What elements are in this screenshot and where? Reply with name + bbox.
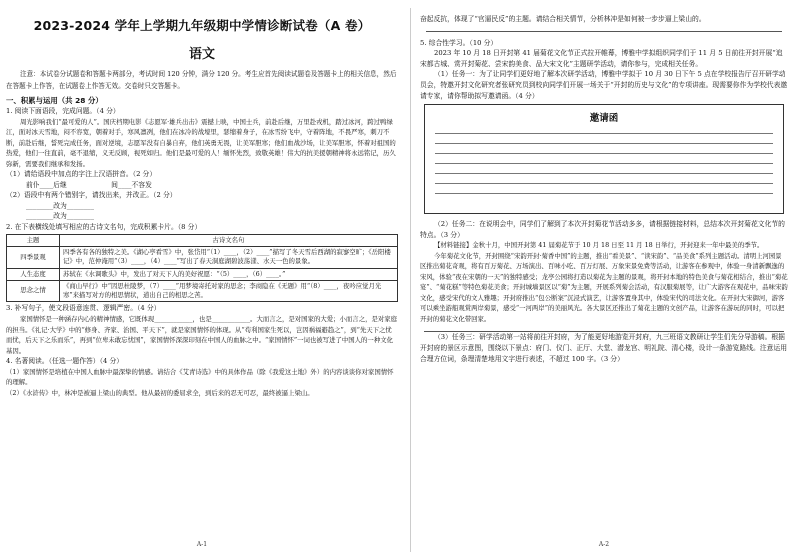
invitation-title: 邀请函 <box>589 113 619 125</box>
table-row <box>7 268 398 280</box>
question-3: 3. 补写句子，使文段语意连贯、逻辑严密。（4 分） <box>6 304 161 313</box>
pinyin-blank-a: 前仆____后继 <box>26 180 67 189</box>
exam-title: 2023-2024 学年上学期九年级期中学情诊断试卷（A 卷） <box>33 18 371 33</box>
exam-notice: 注意：本试卷分试题卷和答题卡两部分，考试时间 120 分钟，满分 120 分。考生应首先阅读试题卷及答题卡上的相关信息，然后在答题卡上作答，在试题卷上作答无效。交卷时只交答题卡。 <box>6 70 397 90</box>
material-body: 今年菊花文化节，开封围绕“宋韵开封·菊香中国”的主题，推出“看美景”、“读宋韵”、“品美食”系列主题活动。清明上河园景区推出菊花奇观，将有百万菊花、万场演出、百味小吃、百万灯展、万象宋景免费等活动，让游客在参观中，体验一身清新飘逸的宋风，体验“夜在宋朝的一天”的独特感受；龙亭公园将打造以菊花为主题的景观，将开封本地的特色美食与菊花相结合，推出“菊花宴”、“菊花糕”等特色菊花美食；开封城墙景区以“菊”为主题，开展系列菊会活动，有汉服菊展等，让广大游客在观花中，品味宋韵文化，感受宋代的文人雅趣；开封府推出“包公断案”沉浸式演艺，让游客置身其中，体验宋代的司法文化。在开封大宋御河，游客可以乘坐游船观赏两岸菊景，感受“一河两岸”的美丽风光。各大景区还推出了菊花主题的文创产品，让游客在游玩的同时，可以把开封的菊花文化带回家。 <box>420 251 788 323</box>
table-row <box>7 280 398 302</box>
table-header-row <box>7 234 398 246</box>
table-header-theme: 主题 <box>7 234 60 246</box>
answer-line <box>435 133 773 134</box>
table-cell-quote: 《商山早行》中“因思杜陵梦，（7）____”用梦境寄托对家的思念；李商隐在《无题》用“（8）____，夜吟应觉月光寒”来描写对方的相思情状，道出自己的相思之苦。 <box>60 280 398 302</box>
table-cell-theme: 人生态度 <box>7 268 60 280</box>
left-column <box>6 0 398 560</box>
answer-line <box>435 163 773 164</box>
task-3: （3）任务三：研学活动第一站将前往开封府，为了能更好地游览开封府，九三班语文教研让学生们先分导游稿。根据开封府的景区示意图，围绕以下景点：府门、仪门、正厅、大堂、潜龙宫、明礼院、清心楼，设计一条游览路线。注意运用合理方位词，条理清楚地用文字进行表述，不超过 100 字。（3 分） <box>420 333 788 363</box>
section-heading-1: 一、积累与运用（共 28 分） <box>6 96 103 105</box>
poetry-table <box>6 234 398 303</box>
continued-question-text: 奋起反抗，体现了“官逼民反”的主题。请结合相关情节，分析林冲是如何被一步步逼上梁山的。 <box>420 15 706 23</box>
material-link: 【材料链接】金秋十月，中国开封第 41 届菊花节于 10 月 18 日至 11 月 18 日举行，开封迎来一年中最美的季节。 <box>434 241 764 250</box>
question-1-2: （2）语段中有两个错别字，请找出来，并改正。（2 分） <box>6 191 177 200</box>
answer-line <box>435 143 773 144</box>
column-divider <box>410 8 411 552</box>
task-1: （1）任务一：为了让同学们更好地了解本次研学活动，博雅中学拟于 10 月 30 日下午 5 点在学校报告厅召开研学动员会，特邀开封文化研究者张研究员到校向同学们开展一场关于“开封的历史与文化”的专项讲座。现需要你作为学校代表邀请专家，请你帮助拟写邀请函。（4 分） <box>420 70 788 100</box>
question-4-2: （2）《水浒传》中，林冲是被逼上梁山的典型。他从最初的委屈求全，到后来的忍无可忍，最终被逼上梁山。 <box>6 388 314 397</box>
table-cell-quote: 苏轼在《水调歌头》中，发出了对天下人的美好祝愿：“（5）____，（6）____。” <box>60 268 398 280</box>
table-header-quotes: 古诗文名句 <box>60 234 398 246</box>
page-footer-right: A-2 <box>598 541 610 548</box>
answer-line <box>435 173 773 174</box>
pinyin-blanks <box>6 180 398 191</box>
page-footer-left: A-1 <box>196 541 208 548</box>
correction-blank-a: ________改为________ <box>26 201 94 210</box>
table-cell-quote: 四季各有各的独特之美。《湖心亭看雪》中，张岱用“（1）____，（2）____”描写了冬天雪后西湖的寂寥空旷；《岳阳楼记》中，范仲淹用“（3）____，（4）____”写出了春天洞庭湖碧波荡漾、水天一色的景象。 <box>60 246 398 268</box>
right-column <box>420 0 788 560</box>
question-4: 4. 名著阅读。（任选一题作答）（4 分） <box>6 357 124 366</box>
task-2: （2）任务二：在说明会中，同学们了解到了本次开封菊花节活动多多，请根据链接材料，总结本次开封菊花文化节的特点。（3 分） <box>420 220 785 239</box>
table-cell-theme: 四季景观 <box>7 246 60 268</box>
question-2: 2. 在下表横线处填写相应的古诗文名句，完成积累卡片。（8 分） <box>6 223 202 232</box>
answer-line <box>426 31 782 32</box>
table-cell-theme: 思念之情 <box>7 280 60 302</box>
question-3-text: 家国情怀是一种涵存内心的精神情感，它既体现____________，也是____________。大而言之，是对国家的大爱；小而言之，是对家庭的担当。《礼记·大学》中的“修身、齐家、治国、平天下”，就是家国情怀的体现。从“苟利国家生死以，岂因祸福避趋之”，到“先天下之忧而忧，后天下之乐而乐”，再到“位卑未敢忘忧国”，家国情怀深深印刻在中国人的血脉之中。“家国情怀”一词也被写进了中国人的一种文化基因。 <box>6 315 398 355</box>
passage-text: 周光影响我们“最可爱的人”。国庆档期电影《志愿军·雄兵出击》震撼上映，中国士兵，前赴后继，万里赴戎机，踏过冰河，跨过鸭绿江，面对冰天雪地，闷不容宽，朝着对手，寒风凛冽，他们在冰冷的战壕里，瑟缩着身子，在冰雪纷飞中，守着阵地，不畏严寒，刺刀不断，前赴后继，誓死完成任务，面对逆境，志愿军没有自暴自弃，他们英勇无畏，让美军胆寒；他们血战沙场，让美军胆寒，怀着对祖国的热爱，他们一往直前，毫不退缩，义无反顾，视死如归。他们是最可爱的人！缅怀先烈，致敬英雄！伟大的抗美援朝精神将永远铭记，历久弥新，需要我们继承和发扬。 <box>6 117 396 168</box>
answer-line <box>435 183 773 184</box>
answer-line <box>435 153 773 154</box>
question-4-1: （1）家国情怀是培植在中国人血脉中最深挚的情感。请结合《艾青诗选》中的具体作品（除《我爱这土地》外）的内容谈谈你对家国情怀的理解。 <box>6 367 394 387</box>
question-5: 5. 综合性学习。（10 分） <box>420 38 498 47</box>
correction-blank-b: ________改为________ <box>26 212 94 221</box>
question-1: 1. 阅读下面语段，完成问题。（4 分） <box>6 107 120 115</box>
question-1-1: （1）请给语段中加点的字注上汉语拼音。（2 分） <box>6 170 157 179</box>
invitation-box <box>424 104 784 214</box>
subject-title: 语文 <box>188 47 215 62</box>
table-row <box>7 246 398 268</box>
answer-line <box>435 193 773 194</box>
pinyin-blank-b: 间____不容发 <box>111 180 152 189</box>
question-5-intro: 2023 年 10 月 18 日开封第 41 届菊花文化节正式拉开帷幕，博雅中学拟组织同学们于 11 月 5 日前往开封开展“追宋都古城、赏开封菊花、尝宋韵美食、品大宋文化”主题研学活动，请你参与，完成相关任务。 <box>420 49 783 68</box>
